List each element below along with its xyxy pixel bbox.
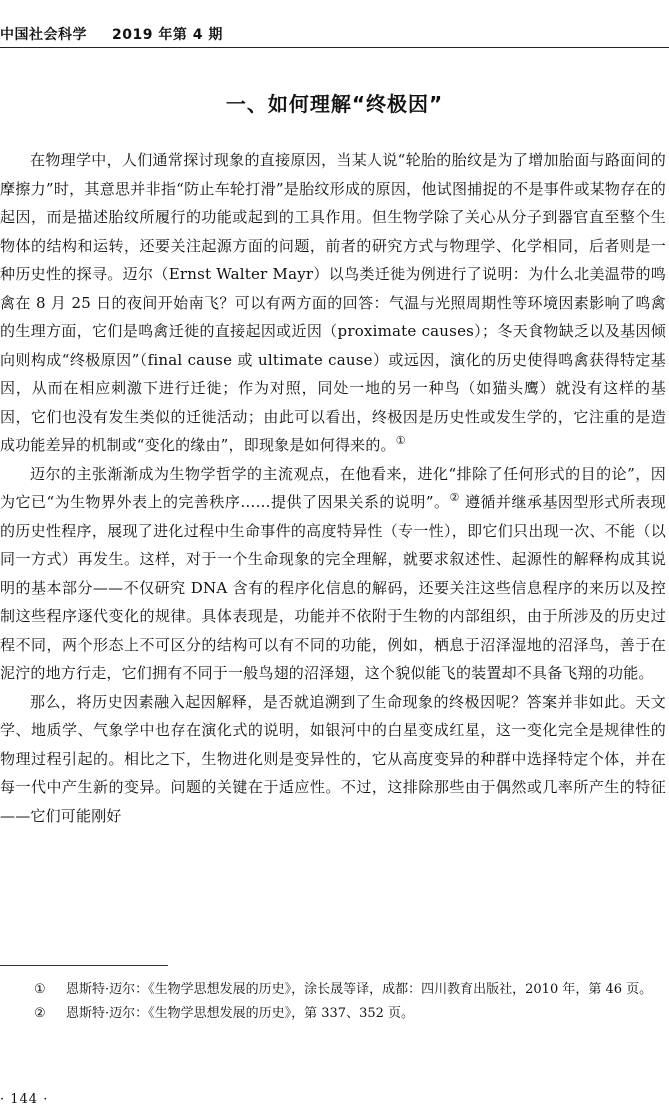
header-rule <box>0 47 669 48</box>
issue-label: 2019 年第 4 期 <box>112 27 223 43</box>
footnote-1 <box>0 978 669 1002</box>
footnote-mark: ① <box>34 982 46 997</box>
paragraph-text-continued: 遵循并继承基因型形式所表现的历史性程序，展现了进化过程中生命事件的高度特异性（专一性），即它们只出现一次、不能（以同一方式）再发生。这样，对于一个生命现象的完全理解，就要求叙述性、起源性的解释构成其说明的基本部分——不仅研究 DNA 含有的程序化信息的解码，还要关注这些信息程序的来历以及控制这些程序逐代变化的规律。具体表现是，功能并不依附于生物的内部组织，由于所涉及的历史过程不同，两个形态上不可区分的结构可以有不同的功能，例如，栖息于沼泽湿地的沼泽鸟，善于在泥泞的地方行走，它们拥有不同于一般鸟翅的沼泽翅，这个貌似能飞的装置却不具备飞翔的功能。 <box>0 493 666 682</box>
journal-name: 中国社会科学 <box>0 27 87 43</box>
footnote-rule <box>0 965 168 966</box>
footnote-ref-2[interactable]: ② <box>449 491 460 504</box>
paragraph-text: 在物理学中，人们通常探讨现象的直接原因，当某人说“轮胎的胎纹是为了增加胎面与路面间的摩擦力”时，其意思并非指“防止车轮打滑”是胎纹形成的原因，他试图捕捉的不是事件或某物存在的起因，而是描述胎纹所履行的功能或起到的工具作用。但生物学除了关心从分子到器官直至整个生物体的结构和运转，还要关注起源方面的问题，前者的研究方式与物理学、化学相同，后者则是一种历史性的探寻。迈尔（Ernst Walter Mayr）以鸟类迁徙为例进行了说明：为什么北美温带的鸣禽在 8 月 25 日的夜间开始南飞？可以有两方面的回答：气温与光照周期性等环境因素影响了鸣禽的生理方面，它们是鸣禽迁徙的直接起因或近因（proximate causes）；冬天食物缺乏以及基因倾向则构成“终极原因”（final cause 或 ultimate cause）或远因，演化的历史使得鸣禽获得特定基因，从而在相应刺激下进行迁徙；作为对照，同处一地的另一种鸟（如猫头鹰）就没有这样的基因，它们也没有发生类似的迁徙活动；由此可以看出，终极因是历史性或发生学的，它注重的是造成功能差异的机制或“变化的缘由”，即现象是如何得来的。 <box>0 151 666 454</box>
footnote-text: 恩斯特·迈尔：《生物学思想发展的历史》，第 337、352 页。 <box>66 1006 415 1021</box>
paragraph-2 <box>0 460 666 688</box>
footnote-2 <box>0 1002 669 1026</box>
running-header <box>0 16 669 46</box>
section-title: 一、如何理解“终极因” <box>225 92 444 116</box>
paragraph-text: 那么，将历史因素融入起因解释，是否就追溯到了生命现象的终极因呢？答案并非如此。天文学、地质学、气象学中也存在演化式的说明，如银河中的白星变成红星，这一变化完全是规律性的物理过程引起的。相比之下，生物进化则是变异性的，它从高度变异的种群中选择特定个体，并在每一代中产生新的变异。问题的关键在于适应性。不过，这排除那些由于偶然或几率所产生的特征——它们可能刚好 <box>0 692 666 825</box>
footnote-text: 恩斯特·迈尔：《生物学思想发展的历史》，涂长晟等译，成都：四川教育出版社，2010 年，第 46 页。 <box>66 982 653 997</box>
footnote-mark: ② <box>34 1006 46 1021</box>
footnotes <box>0 978 669 1026</box>
paragraph-3 <box>0 688 666 831</box>
paragraph-text: 迈尔的主张渐渐成为生物学哲学的主流观点，在他看来，进化“排除了任何形式的目的论”，因为它已“为生物界外表上的完善秩序……提供了因果关系的说明”。 <box>0 464 666 511</box>
paragraph-1 <box>0 146 666 460</box>
footnote-ref-1[interactable]: ① <box>395 434 406 447</box>
page-number: · 144 · <box>0 1092 49 1107</box>
article-body <box>0 146 666 830</box>
